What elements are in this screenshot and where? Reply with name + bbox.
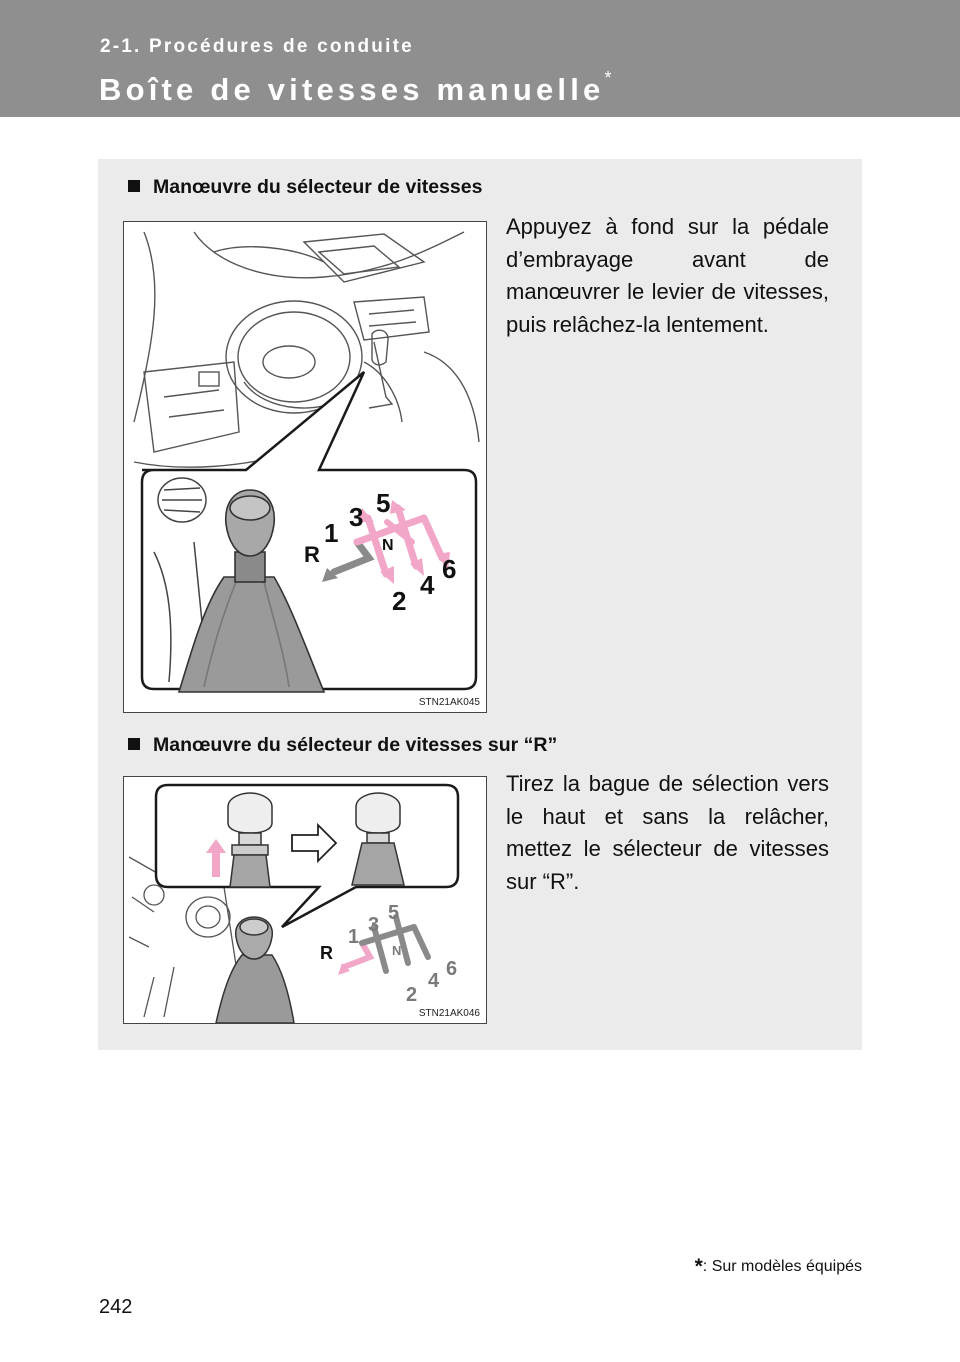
- gear-label-5: 5: [376, 488, 391, 518]
- square-bullet-icon: [128, 738, 140, 750]
- footnote-mark: *: [694, 1255, 703, 1278]
- section-heading-reverse: [128, 734, 557, 757]
- gear-label-4: 4: [428, 970, 440, 992]
- square-bullet-icon: [128, 180, 140, 192]
- gear-label-2: 2: [392, 586, 407, 616]
- gear-label-1: 1: [324, 518, 339, 548]
- footnote: [695, 1253, 862, 1277]
- gear-label-n: N: [382, 537, 394, 554]
- gear-label-6: 6: [446, 958, 458, 980]
- figure-code: STN21AK045: [418, 697, 480, 708]
- heading-text: Manœuvre du sélecteur de vitesses sur “R”: [153, 734, 558, 756]
- gear-label-3: 3: [368, 914, 380, 936]
- page-title-text: Boîte de vitesses manuelle: [99, 72, 605, 107]
- gear-label-6: 6: [442, 554, 457, 584]
- figure-code: STN21AK046: [418, 1008, 480, 1019]
- reverse-shift-illustration: [124, 777, 486, 1023]
- gear-label-5: 5: [388, 902, 400, 924]
- instruction-text-gear-shift: Appuyez à fond sur la pédale d’embrayage avant de manœuvrer le levier de vitesses, puis relâchez-la lentement.: [506, 214, 829, 337]
- section-label: 2-1. Procédures de conduite: [100, 36, 414, 57]
- figure-reverse: [123, 776, 487, 1024]
- gear-label-4: 4: [420, 570, 435, 600]
- page-title: [99, 68, 612, 108]
- gear-label-r: R: [304, 542, 320, 567]
- figure-gear-shift: [123, 221, 487, 713]
- instruction-text-reverse: Tirez la bague de sélection vers le haut et sans la relâcher, mettez le sélecteur de vitesses sur “R”.: [506, 771, 829, 894]
- title-footnote-mark: *: [604, 68, 612, 88]
- gear-label-3: 3: [349, 502, 364, 532]
- gear-label-n: N: [392, 943, 402, 958]
- footnote-text: : Sur modèles équipés: [702, 1258, 862, 1275]
- gear-label-2: 2: [406, 984, 418, 1006]
- page-header: [0, 0, 960, 117]
- heading-text: Manœuvre du sélecteur de vitesses: [153, 176, 483, 198]
- gear-label-1: 1: [348, 926, 360, 948]
- gear-label-r: R: [320, 943, 333, 963]
- gear-shift-illustration: [124, 222, 486, 712]
- page-number: 242: [99, 1296, 133, 1318]
- section-heading-gear-shift: [128, 176, 482, 199]
